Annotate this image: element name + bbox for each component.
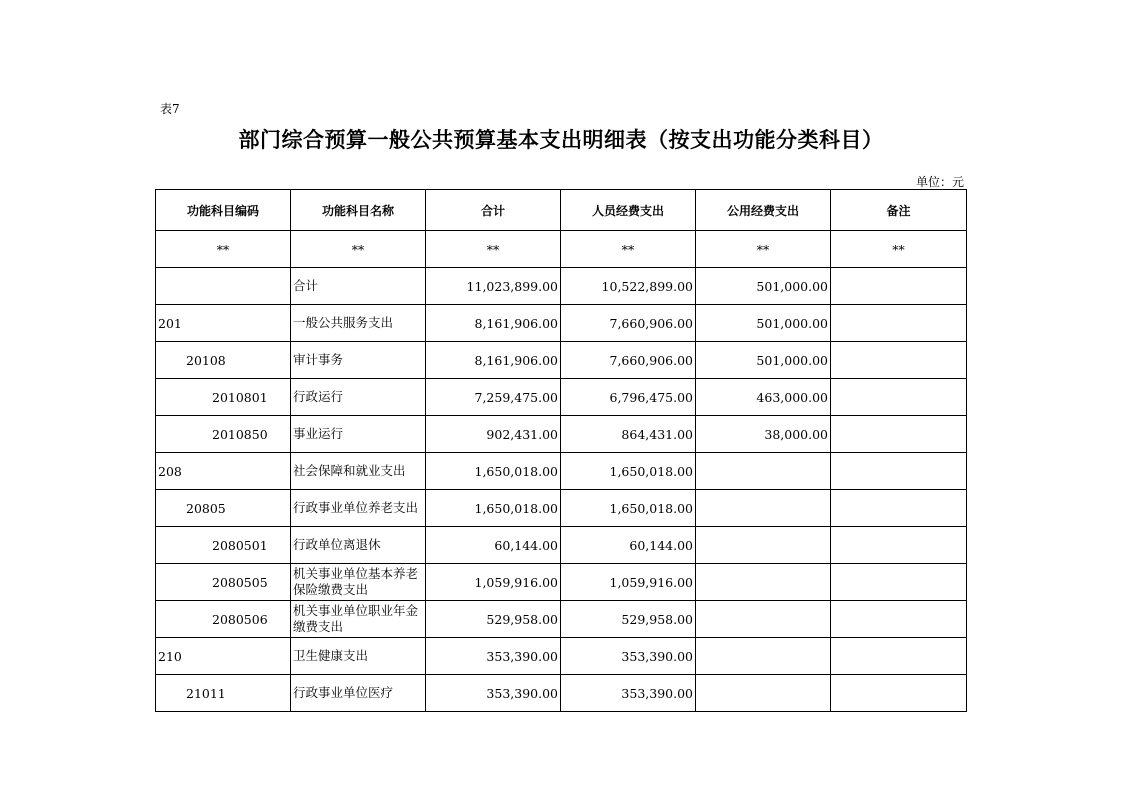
table-row (156, 675, 967, 712)
code-cell: 2080505 (156, 564, 291, 601)
total-cell: 353,390.00 (426, 638, 561, 675)
table-row (156, 268, 967, 305)
note-cell (831, 601, 967, 638)
table-row (156, 305, 967, 342)
personnel-cell: 529,958.00 (561, 601, 696, 638)
table-row (156, 490, 967, 527)
personnel-cell: 353,390.00 (561, 638, 696, 675)
public-cell: 501,000.00 (696, 342, 831, 379)
name-cell: 一般公共服务支出 (291, 305, 426, 342)
public-cell (696, 490, 831, 527)
star-cell: ** (696, 231, 831, 268)
header-name: 功能科目名称 (291, 190, 426, 231)
personnel-cell: 1,059,916.00 (561, 564, 696, 601)
star-cell: ** (426, 231, 561, 268)
public-cell: 501,000.00 (696, 268, 831, 305)
note-cell (831, 527, 967, 564)
star-cell: ** (561, 231, 696, 268)
note-cell (831, 564, 967, 601)
public-cell (696, 675, 831, 712)
note-cell (831, 675, 967, 712)
header-personnel: 人员经费支出 (561, 190, 696, 231)
name-cell: 机关事业单位职业年金缴费支出 (291, 601, 426, 638)
table-row (156, 601, 967, 638)
name-cell: 社会保障和就业支出 (291, 453, 426, 490)
note-cell (831, 416, 967, 453)
code-cell (156, 268, 291, 305)
public-cell: 463,000.00 (696, 379, 831, 416)
personnel-cell: 353,390.00 (561, 675, 696, 712)
note-cell (831, 490, 967, 527)
table-row (156, 453, 967, 490)
name-cell: 事业运行 (291, 416, 426, 453)
total-cell: 11,023,899.00 (426, 268, 561, 305)
table-number-label: 表7 (160, 102, 180, 116)
personnel-cell: 60,144.00 (561, 527, 696, 564)
public-cell: 38,000.00 (696, 416, 831, 453)
personnel-cell: 1,650,018.00 (561, 490, 696, 527)
note-cell (831, 379, 967, 416)
name-cell: 机关事业单位基本养老保险缴费支出 (291, 564, 426, 601)
table-row (156, 342, 967, 379)
name-cell: 卫生健康支出 (291, 638, 426, 675)
name-cell: 行政单位离退休 (291, 527, 426, 564)
code-cell: 2080501 (156, 527, 291, 564)
star-cell: ** (291, 231, 426, 268)
table-row (156, 564, 967, 601)
total-cell: 353,390.00 (426, 675, 561, 712)
code-cell: 21011 (156, 675, 291, 712)
name-cell: 行政事业单位养老支出 (291, 490, 426, 527)
header-code: 功能科目编码 (156, 190, 291, 231)
name-cell: 合计 (291, 268, 426, 305)
code-cell: 2010801 (156, 379, 291, 416)
personnel-cell: 10,522,899.00 (561, 268, 696, 305)
budget-table (155, 189, 967, 712)
personnel-cell: 6,796,475.00 (561, 379, 696, 416)
total-cell: 1,650,018.00 (426, 453, 561, 490)
total-cell: 529,958.00 (426, 601, 561, 638)
star-row (156, 231, 967, 268)
total-cell: 1,059,916.00 (426, 564, 561, 601)
code-cell: 208 (156, 453, 291, 490)
personnel-cell: 864,431.00 (561, 416, 696, 453)
public-cell (696, 601, 831, 638)
total-cell: 7,259,475.00 (426, 379, 561, 416)
note-cell (831, 638, 967, 675)
public-cell: 501,000.00 (696, 305, 831, 342)
personnel-cell: 7,660,906.00 (561, 305, 696, 342)
code-cell: 20108 (156, 342, 291, 379)
table-row (156, 638, 967, 675)
total-cell: 60,144.00 (426, 527, 561, 564)
public-cell (696, 638, 831, 675)
public-cell (696, 527, 831, 564)
star-cell: ** (831, 231, 967, 268)
header-total: 合计 (426, 190, 561, 231)
header-public: 公用经费支出 (696, 190, 831, 231)
note-cell (831, 305, 967, 342)
note-cell (831, 342, 967, 379)
code-cell: 201 (156, 305, 291, 342)
table-row (156, 527, 967, 564)
public-cell (696, 453, 831, 490)
total-cell: 8,161,906.00 (426, 305, 561, 342)
name-cell: 审计事务 (291, 342, 426, 379)
name-cell: 行政事业单位医疗 (291, 675, 426, 712)
personnel-cell: 7,660,906.00 (561, 342, 696, 379)
note-cell (831, 268, 967, 305)
code-cell: 20805 (156, 490, 291, 527)
name-cell: 行政运行 (291, 379, 426, 416)
total-cell: 902,431.00 (426, 416, 561, 453)
note-cell (831, 453, 967, 490)
public-cell (696, 564, 831, 601)
code-cell: 2080506 (156, 601, 291, 638)
star-cell: ** (156, 231, 291, 268)
unit-label: 单位：元 (915, 175, 964, 189)
total-cell: 8,161,906.00 (426, 342, 561, 379)
document-title: 部门综合预算一般公共预算基本支出明细表（按支出功能分类科目） (238, 127, 884, 152)
total-cell: 1,650,018.00 (426, 490, 561, 527)
code-cell: 2010850 (156, 416, 291, 453)
table-row (156, 379, 967, 416)
header-row (156, 190, 967, 231)
table-row (156, 416, 967, 453)
header-note: 备注 (831, 190, 967, 231)
personnel-cell: 1,650,018.00 (561, 453, 696, 490)
code-cell: 210 (156, 638, 291, 675)
